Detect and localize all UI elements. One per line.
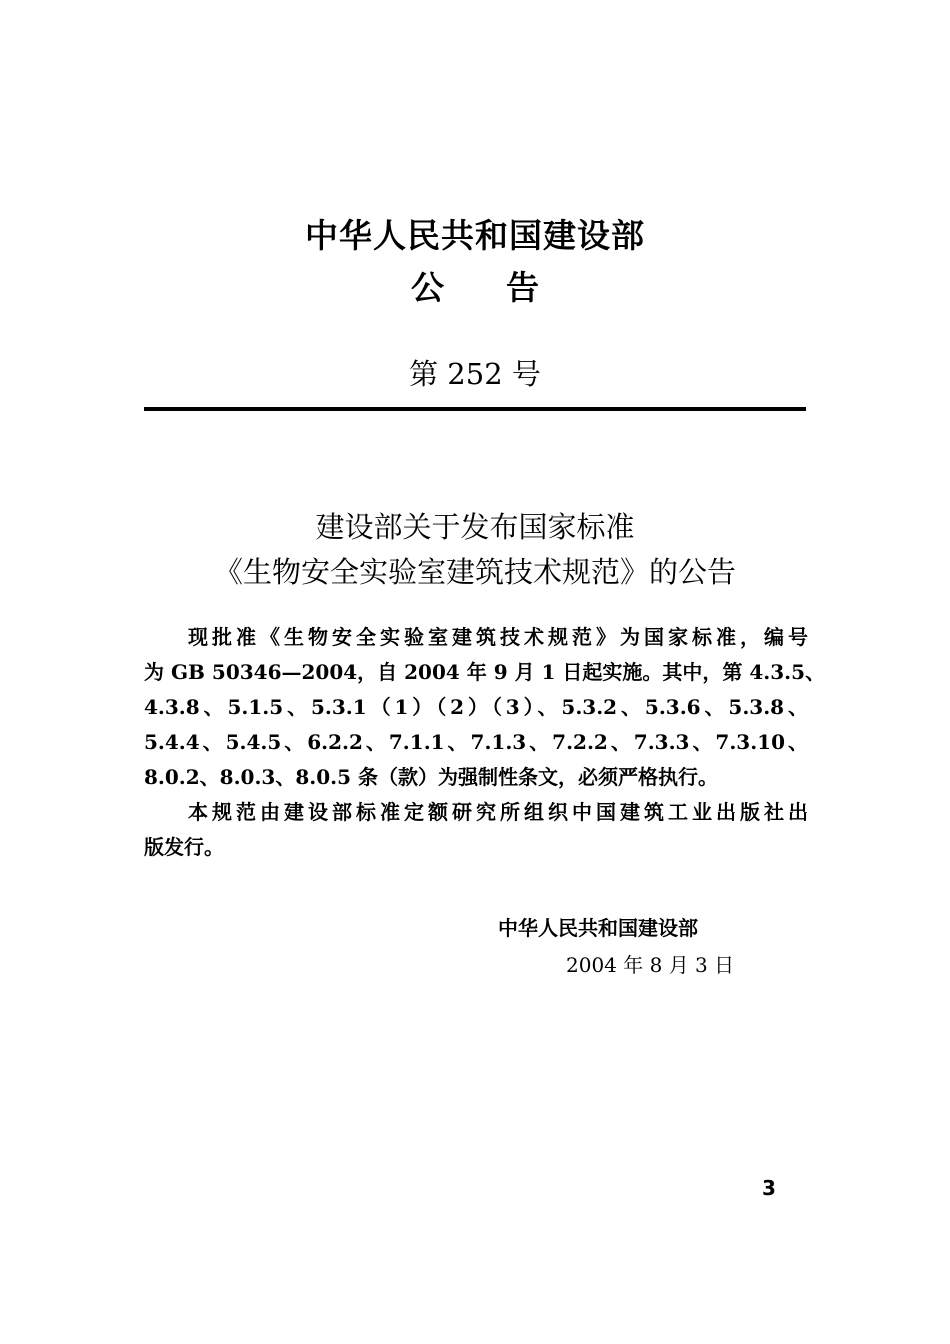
header-divider (144, 407, 806, 411)
paragraph-1-line: 现批准《生物安全实验室建筑技术规范》为国家标准，编号 (188, 625, 808, 649)
document-title-line-2: 《生物安全实验室建筑技术规范》的公告 (213, 555, 736, 589)
paragraph-1-line: 4.3.8、5.1.5、5.3.1（1）（2）（3）、5.3.2、5.3.6、5.3.8、 (144, 695, 808, 719)
paragraph-2-line: 本规范由建设部标准定额研究所组织中国建筑工业出版社出 (188, 800, 808, 824)
signature-date: 2004 年 8 月 3 日 (566, 953, 735, 977)
paragraph-1-line: 为 GB 50346—2004，自 2004 年 9 月 1 日起实施。其中，第 4.3.5、 (144, 660, 826, 684)
paragraph-1-line: 8.0.2、8.0.3、8.0.5 条（款）为强制性条文，必须严格执行。 (144, 765, 718, 789)
paragraph-1-line: 5.4.4、5.4.5、6.2.2、7.1.1、7.1.3、7.2.2、7.3.3、7.3.10、 (144, 730, 808, 754)
document-title-line-1: 建设部关于发布国家标准 (315, 510, 635, 544)
issuer-name: 中华人民共和国建设部 (305, 216, 645, 255)
page-number: 3 (762, 1176, 776, 1200)
announcement-body (144, 620, 826, 865)
announcement-heading: 公告 (411, 268, 601, 307)
paragraph-2-line: 版发行。 (144, 835, 224, 859)
signature-organization: 中华人民共和国建设部 (498, 916, 698, 940)
announcement-number: 第 252 号 (409, 357, 541, 391)
